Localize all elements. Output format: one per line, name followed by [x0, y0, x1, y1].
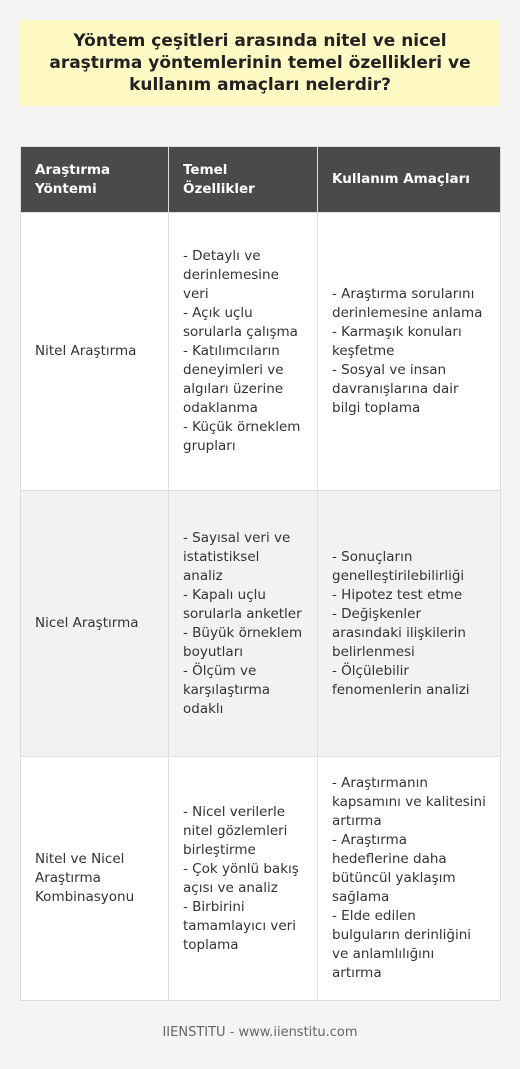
header-features: Temel Özellikler — [169, 147, 318, 213]
title-banner — [20, 20, 500, 106]
table-header-row — [21, 147, 501, 213]
comparison-table — [20, 146, 501, 1001]
method-cell: Nitel Araştırma — [21, 213, 169, 491]
table-row — [21, 491, 501, 757]
table-row — [21, 213, 501, 491]
purposes-cell: - Araştırmanın kapsamını ve kalitesini artırma - Araştırma hedeflerine daha bütüncül yaklaşım sağlama - Elde edilen bulguların derinliğini ve anlamlılığını artırma — [318, 757, 501, 1001]
header-method: Araştırma Yöntemi — [21, 147, 169, 213]
method-cell: Nicel Araştırma — [21, 491, 169, 757]
table-row — [21, 757, 501, 1001]
features-cell: - Sayısal veri ve istatistiksel analiz - Kapalı uçlu sorularla anketler - Büyük örneklem boyutları - Ölçüm ve karşılaştırma odaklı — [169, 491, 318, 757]
page-title: Yöntem çeşitleri arasında nitel ve nicel araştırma yöntemlerinin temel özellikleri ve kullanım amaçları nelerdir? — [49, 31, 471, 95]
footer-credit: IIENSTITU - www.iienstitu.com — [162, 1025, 358, 1040]
purposes-cell: - Araştırma sorularını derinlemesine anlama - Karmaşık konuları keşfetme - Sosyal ve insan davranışlarına dair bilgi toplama — [318, 213, 501, 491]
purposes-cell: - Sonuçların genelleştirilebilirliği - Hipotez test etme - Değişkenler arasındaki ilişkilerin belirlenmesi - Ölçülebilir fenomenlerin analizi — [318, 491, 501, 757]
method-cell: Nitel ve Nicel Araştırma Kombinasyonu — [21, 757, 169, 1001]
header-purposes: Kullanım Amaçları — [318, 147, 501, 213]
features-cell: - Nicel verilerle nitel gözlemleri birleştirme - Çok yönlü bakış açısı ve analiz - Birbirini tamamlayıcı veri toplama — [169, 757, 318, 1001]
features-cell: - Detaylı ve derinlemesine veri - Açık uçlu sorularla çalışma - Katılımcıların deneyimleri ve algıları üzerine odaklanma - Küçük örneklem grupları — [169, 213, 318, 491]
